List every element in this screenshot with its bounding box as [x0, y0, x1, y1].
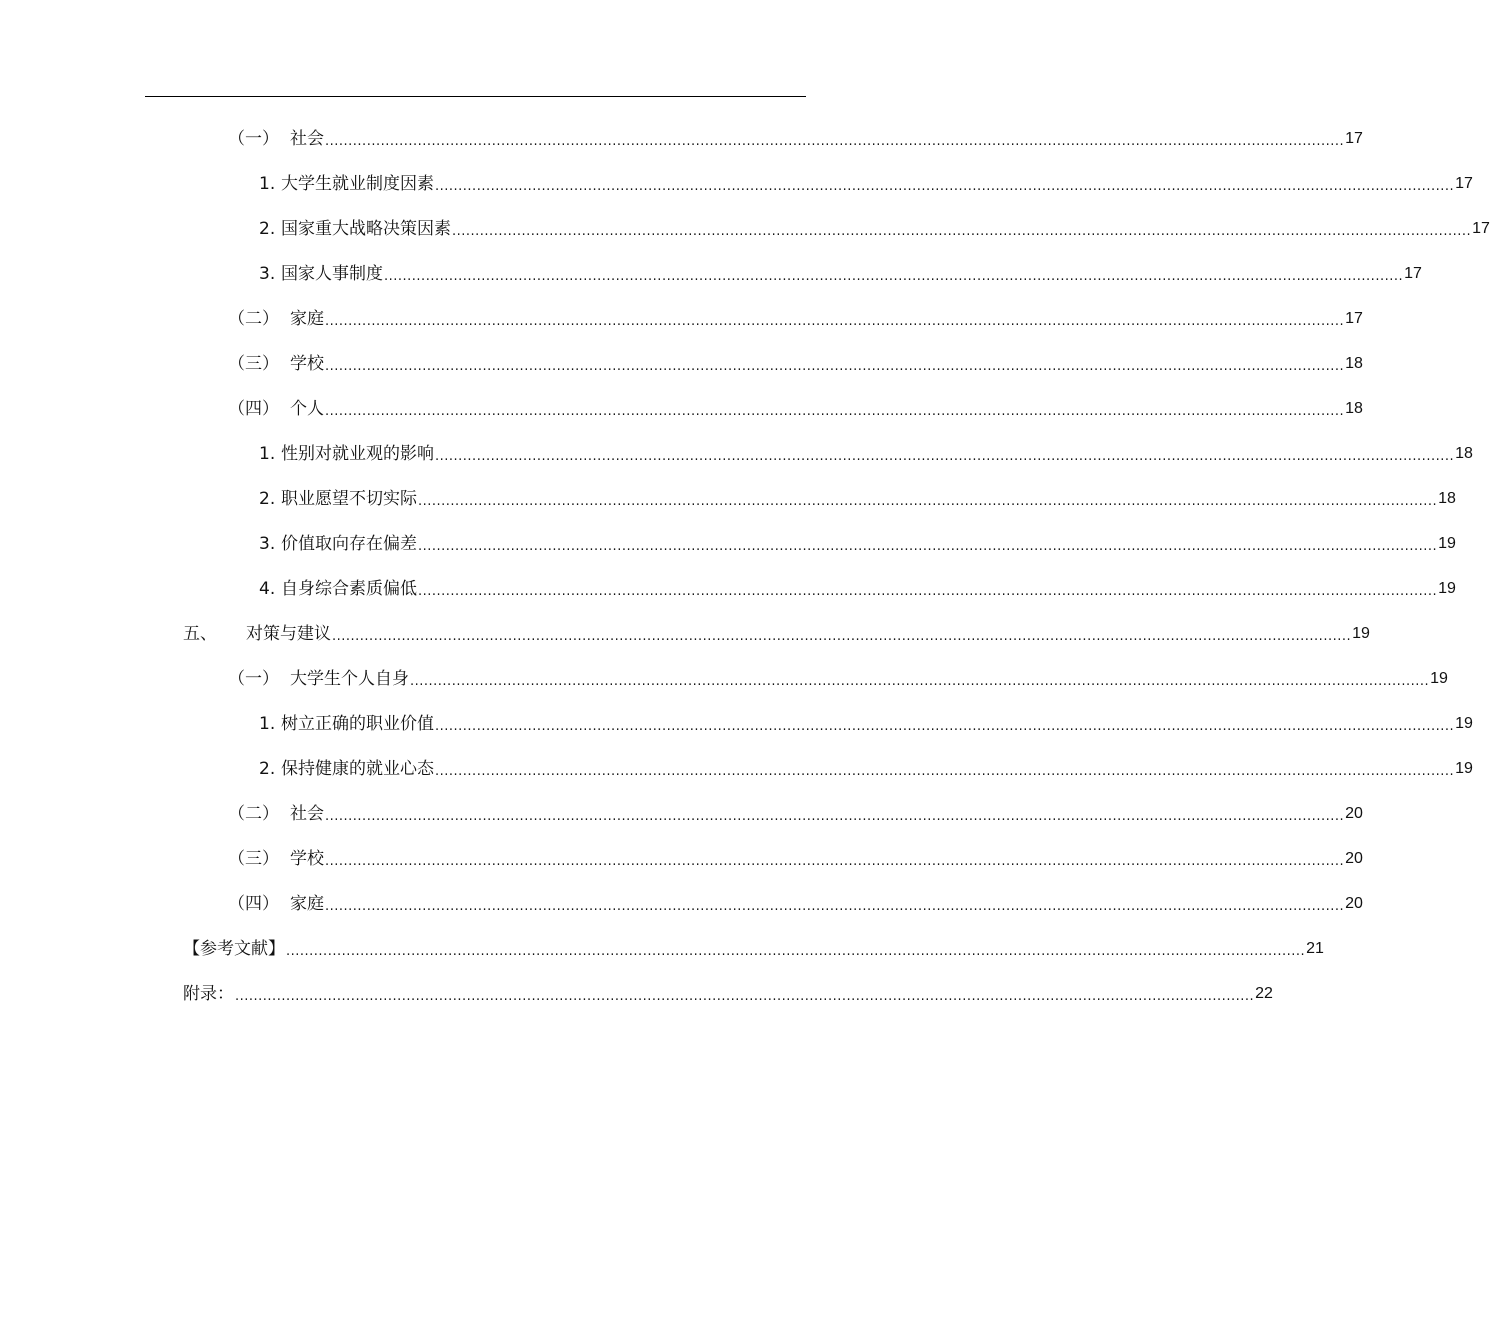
toc-entry[interactable] [183, 971, 1273, 1016]
toc-entry[interactable] [259, 566, 1456, 611]
toc-dot-leader: ............................................................................................................................................................................................................................ [286, 943, 1306, 959]
toc-entry[interactable] [259, 701, 1473, 746]
toc-entry[interactable] [228, 656, 1448, 701]
toc-entry-title: 附录： [183, 983, 234, 1004]
toc-entry-number: （二） [228, 308, 279, 329]
toc-dot-leader: ............................................................................................................................................................................................................................ [435, 448, 1455, 464]
toc-entry-page: 20 [1345, 849, 1363, 867]
toc-entry-number: （三） [228, 848, 279, 869]
toc-dot-leader: ............................................................................................................................................................................................................................ [325, 808, 1345, 824]
toc-entry-number: 2. [259, 218, 276, 239]
toc-entry[interactable] [259, 521, 1456, 566]
toc-entry-title: 国家重大战略决策因素 [281, 218, 451, 239]
toc-entry-number: 4. [259, 578, 276, 599]
toc-entry-number: （四） [228, 893, 279, 914]
toc-entry-page: 17 [1404, 264, 1422, 282]
toc-entry-number: 1. [259, 713, 276, 734]
toc-entry-number: 1. [259, 173, 276, 194]
toc-entry[interactable] [259, 476, 1456, 521]
toc-entry-page: 18 [1438, 489, 1456, 507]
toc-dot-leader: ............................................................................................................................................................................................................................ [325, 898, 1345, 914]
toc-entry[interactable] [228, 836, 1363, 881]
toc-dot-leader: ............................................................................................................................................................................................................................ [325, 313, 1345, 329]
toc-dot-leader: ............................................................................................................................................................................................................................ [325, 358, 1345, 374]
toc-entry-title: 社会 [290, 803, 324, 824]
header-rule [145, 96, 806, 97]
toc-entry-title: 对策与建议 [246, 623, 331, 644]
toc-entry-page: 17 [1455, 174, 1473, 192]
toc-entry-number: （四） [228, 398, 279, 419]
toc-entry-page: 17 [1472, 219, 1490, 237]
toc-entry-page: 19 [1438, 579, 1456, 597]
toc-entry[interactable] [259, 431, 1473, 476]
toc-entry-page: 18 [1455, 444, 1473, 462]
toc-dot-leader: ............................................................................................................................................................................................................................ [384, 268, 1404, 284]
toc-entry-number: 1. [259, 443, 276, 464]
toc-dot-leader: ............................................................................................................................................................................................................................ [325, 403, 1345, 419]
toc-dot-leader: ............................................................................................................................................................................................................................ [418, 538, 1438, 554]
toc-entry-title: 价值取向存在偏差 [281, 533, 417, 554]
toc-entry-title: 【参考文献】 [183, 938, 285, 959]
toc-entry-page: 19 [1352, 624, 1370, 642]
toc-entry-title: 学校 [290, 848, 324, 869]
toc-dot-leader: ............................................................................................................................................................................................................................ [325, 853, 1345, 869]
toc-dot-leader: ............................................................................................................................................................................................................................ [435, 718, 1455, 734]
toc-entry-title: 保持健康的就业心态 [281, 758, 434, 779]
toc-entry-title: 大学生就业制度因素 [281, 173, 434, 194]
toc-entry[interactable] [259, 161, 1473, 206]
toc-dot-leader: ............................................................................................................................................................................................................................ [435, 178, 1455, 194]
toc-dot-leader: ............................................................................................................................................................................................................................ [418, 493, 1438, 509]
toc-entry-title: 国家人事制度 [281, 263, 383, 284]
toc-entry-number: 2. [259, 488, 276, 509]
toc-entry-number: 3. [259, 533, 276, 554]
toc-dot-leader: ............................................................................................................................................................................................................................ [435, 763, 1455, 779]
toc-dot-leader: ............................................................................................................................................................................................................................ [235, 988, 1255, 1004]
toc-entry-page: 22 [1255, 984, 1273, 1002]
toc-entry-page: 19 [1455, 714, 1473, 732]
toc-entry-page: 20 [1345, 894, 1363, 912]
toc-entry[interactable] [259, 206, 1490, 251]
toc-entry[interactable] [259, 251, 1422, 296]
toc-entry-title: 树立正确的职业价值 [281, 713, 434, 734]
toc-dot-leader: ............................................................................................................................................................................................................................ [452, 223, 1472, 239]
toc-entry-title: 学校 [290, 353, 324, 374]
toc-entry-title: 家庭 [290, 308, 324, 329]
toc-entry-title: 社会 [290, 128, 324, 149]
toc-entry-number: （三） [228, 353, 279, 374]
toc-entry-page: 19 [1438, 534, 1456, 552]
toc-entry[interactable] [228, 386, 1363, 431]
toc-entry[interactable] [228, 341, 1363, 386]
toc-entry-number: （一） [228, 668, 279, 689]
toc-entry[interactable] [228, 116, 1363, 161]
toc-entry[interactable] [228, 881, 1363, 926]
toc-entry[interactable] [183, 926, 1324, 971]
toc-entry-number: 五、 [183, 623, 217, 644]
toc-entry-page: 18 [1345, 354, 1363, 372]
toc-entry[interactable] [183, 611, 1370, 656]
toc-entry-number: （二） [228, 803, 279, 824]
toc-dot-leader: ............................................................................................................................................................................................................................ [325, 133, 1345, 149]
toc-entry[interactable] [259, 746, 1473, 791]
toc-entry-title: 个人 [290, 398, 324, 419]
toc-entry-page: 20 [1345, 804, 1363, 822]
toc-entry-title: 性别对就业观的影响 [281, 443, 434, 464]
toc-entry-page: 17 [1345, 129, 1363, 147]
toc-entry[interactable] [228, 791, 1363, 836]
toc-dot-leader: ............................................................................................................................................................................................................................ [332, 628, 1352, 644]
toc-entry-title: 大学生个人自身 [290, 668, 409, 689]
toc-entry-page: 19 [1430, 669, 1448, 687]
toc-entry[interactable] [228, 296, 1363, 341]
toc-entry-title: 职业愿望不切实际 [281, 488, 417, 509]
toc-entry-page: 18 [1345, 399, 1363, 417]
toc-entry-page: 19 [1455, 759, 1473, 777]
toc-entry-number: 3. [259, 263, 276, 284]
toc-entry-number: 2. [259, 758, 276, 779]
toc-dot-leader: ............................................................................................................................................................................................................................ [418, 583, 1438, 599]
toc-entry-page: 21 [1306, 939, 1324, 957]
toc-entry-title: 家庭 [290, 893, 324, 914]
toc-entry-title: 自身综合素质偏低 [281, 578, 417, 599]
toc-dot-leader: ............................................................................................................................................................................................................................ [410, 673, 1430, 689]
toc-entry-page: 17 [1345, 309, 1363, 327]
toc-entry-number: （一） [228, 128, 279, 149]
